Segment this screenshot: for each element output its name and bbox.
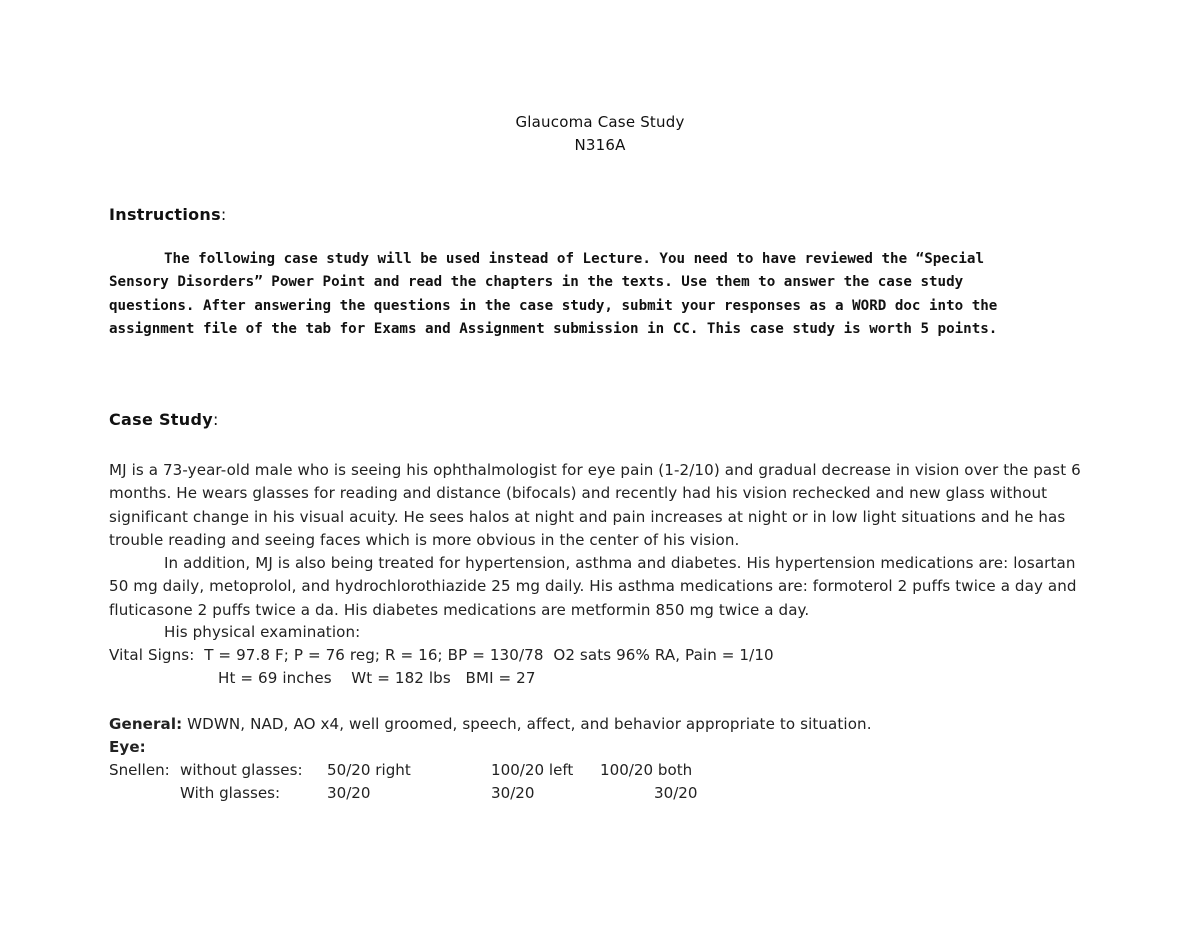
- snellen-left: 30/20: [491, 784, 535, 803]
- general-exam: [109, 713, 1099, 736]
- vital-signs-line: Vital Signs: T = 97.8 F; P = 76 reg; R = 16; BP = 130/78 O2 sats 96% RA, Pain = 1/10: [109, 646, 774, 664]
- instructions-heading: [109, 204, 227, 226]
- snellen-right: 30/20: [327, 784, 371, 803]
- case-study-heading: [109, 409, 219, 431]
- snellen-label: Snellen:: [109, 761, 170, 779]
- case-study-heading-colon: :: [212, 410, 219, 429]
- vital-signs-line-2: Ht = 69 inches Wt = 182 lbs BMI = 27: [218, 669, 536, 687]
- snellen-row: [109, 759, 809, 782]
- eye-label: Eye:: [109, 738, 146, 756]
- snellen-condition: without glasses:: [180, 761, 303, 779]
- snellen-right: 50/20 right: [327, 761, 411, 779]
- snellen-row: [109, 782, 809, 805]
- snellen-table: [109, 759, 809, 806]
- case-paragraph-1: MJ is a 73-year-old male who is seeing his ophthalmologist for eye pain (1-2/10) and gradual decrease in vision over the past 6 months. He wears glasses for reading and distance (bifocals) and recently had his vision rechecked and new glass without significant change in his visual acuity. He sees halos at night and pain increases at night or in low light situations and he has trouble reading and seeing faces which is more obvious in the center of his vision.: [109, 461, 1081, 549]
- instructions-text: The following case study will be used instead of Lecture. You need to have reviewed the “Special Sensory Disorders” Power Point and read the chapters in the texts. Use them to answer the case study questions. After answering the questions in the case study, submit your responses as a WORD doc into the assignment file of the tab for Exams and Assignment submission in CC. This case study is worth 5 points.: [109, 251, 998, 337]
- instructions-heading-colon: :: [220, 205, 227, 224]
- snellen-left: 100/20 left: [491, 761, 574, 779]
- case-study-heading-text: Case Study: [109, 410, 213, 429]
- document-title: Glaucoma Case Study: [515, 113, 685, 131]
- title-block: [0, 111, 1200, 157]
- general-text: WDWN, NAD, AO x4, well groomed, speech, affect, and behavior appropriate to situation.: [182, 715, 872, 733]
- snellen-both: 30/20: [654, 784, 698, 803]
- instructions-heading-text: Instructions: [109, 205, 221, 224]
- physical-exam-label: His physical examination:: [164, 623, 361, 641]
- course-code: N316A: [574, 136, 626, 154]
- snellen-both: 100/20 both: [600, 761, 693, 779]
- general-label: General:: [109, 715, 183, 733]
- snellen-condition: With glasses:: [180, 784, 281, 803]
- case-paragraph-2: In addition, MJ is also being treated for hypertension, asthma and diabetes. His hypertension medications are: losartan 50 mg daily, metoprolol, and hydrochlorothiazide 25 mg daily. His asthma medications are: formoterol 2 puffs twice a day and fluticasone 2 puffs twice a da. His diabetes medications are metformin 850 mg twice a day.: [109, 554, 1077, 619]
